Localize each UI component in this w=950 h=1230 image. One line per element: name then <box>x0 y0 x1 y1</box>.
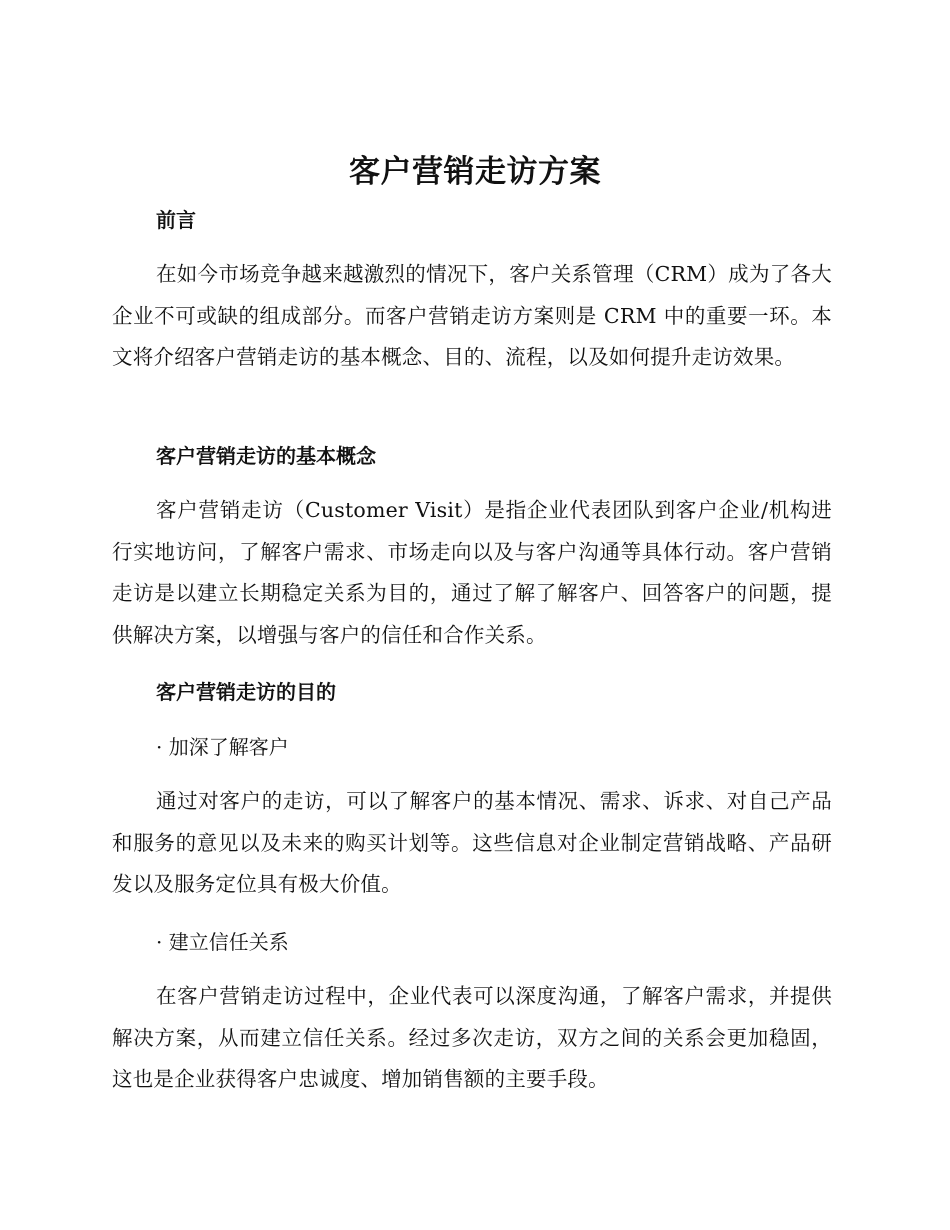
section-heading-purpose: 客户营销走访的目的 <box>156 680 336 704</box>
document-title: 客户营销走访方案 <box>349 154 601 190</box>
section-heading-preface: 前言 <box>156 208 196 232</box>
purpose-bullet-build-trust: · 建立信任关系 <box>156 930 289 954</box>
preface-paragraph: 在如今市场竞争越来越激烈的情况下，客户关系管理（CRM）成为了各大企业不可或缺的组成部分。而客户营销走访方案则是 CRM 中的重要一环。本文将介绍客户营销走访的基本概念、目的、流程，以及如何提升走访效果。 <box>112 262 832 369</box>
purpose-paragraph-build-trust: 在客户营销走访过程中，企业代表可以深度沟通，了解客户需求，并提供解决方案，从而建立信任关系。经过多次走访，双方之间的关系会更加稳固，这也是企业获得客户忠诚度、增加销售额的主要手段。 <box>112 984 832 1091</box>
purpose-bullet-understand-customer: · 加深了解客户 <box>156 735 289 759</box>
section-heading-basic-concept: 客户营销走访的基本概念 <box>156 444 376 468</box>
basic-concept-paragraph: 客户营销走访（Customer Visit）是指企业代表团队到客户企业/机构进行实地访问，了解客户需求、市场走向以及与客户沟通等具体行动。客户营销走访是以建立长期稳定关系为目的，通过了解了解客户、回答客户的问题，提供解决方案，以增强与客户的信任和合作关系。 <box>112 498 832 647</box>
purpose-paragraph-understand-customer: 通过对客户的走访，可以了解客户的基本情况、需求、诉求、对自己产品和服务的意见以及未来的购买计划等。这些信息对企业制定营销战略、产品研发以及服务定位具有极大价值。 <box>112 789 832 896</box>
